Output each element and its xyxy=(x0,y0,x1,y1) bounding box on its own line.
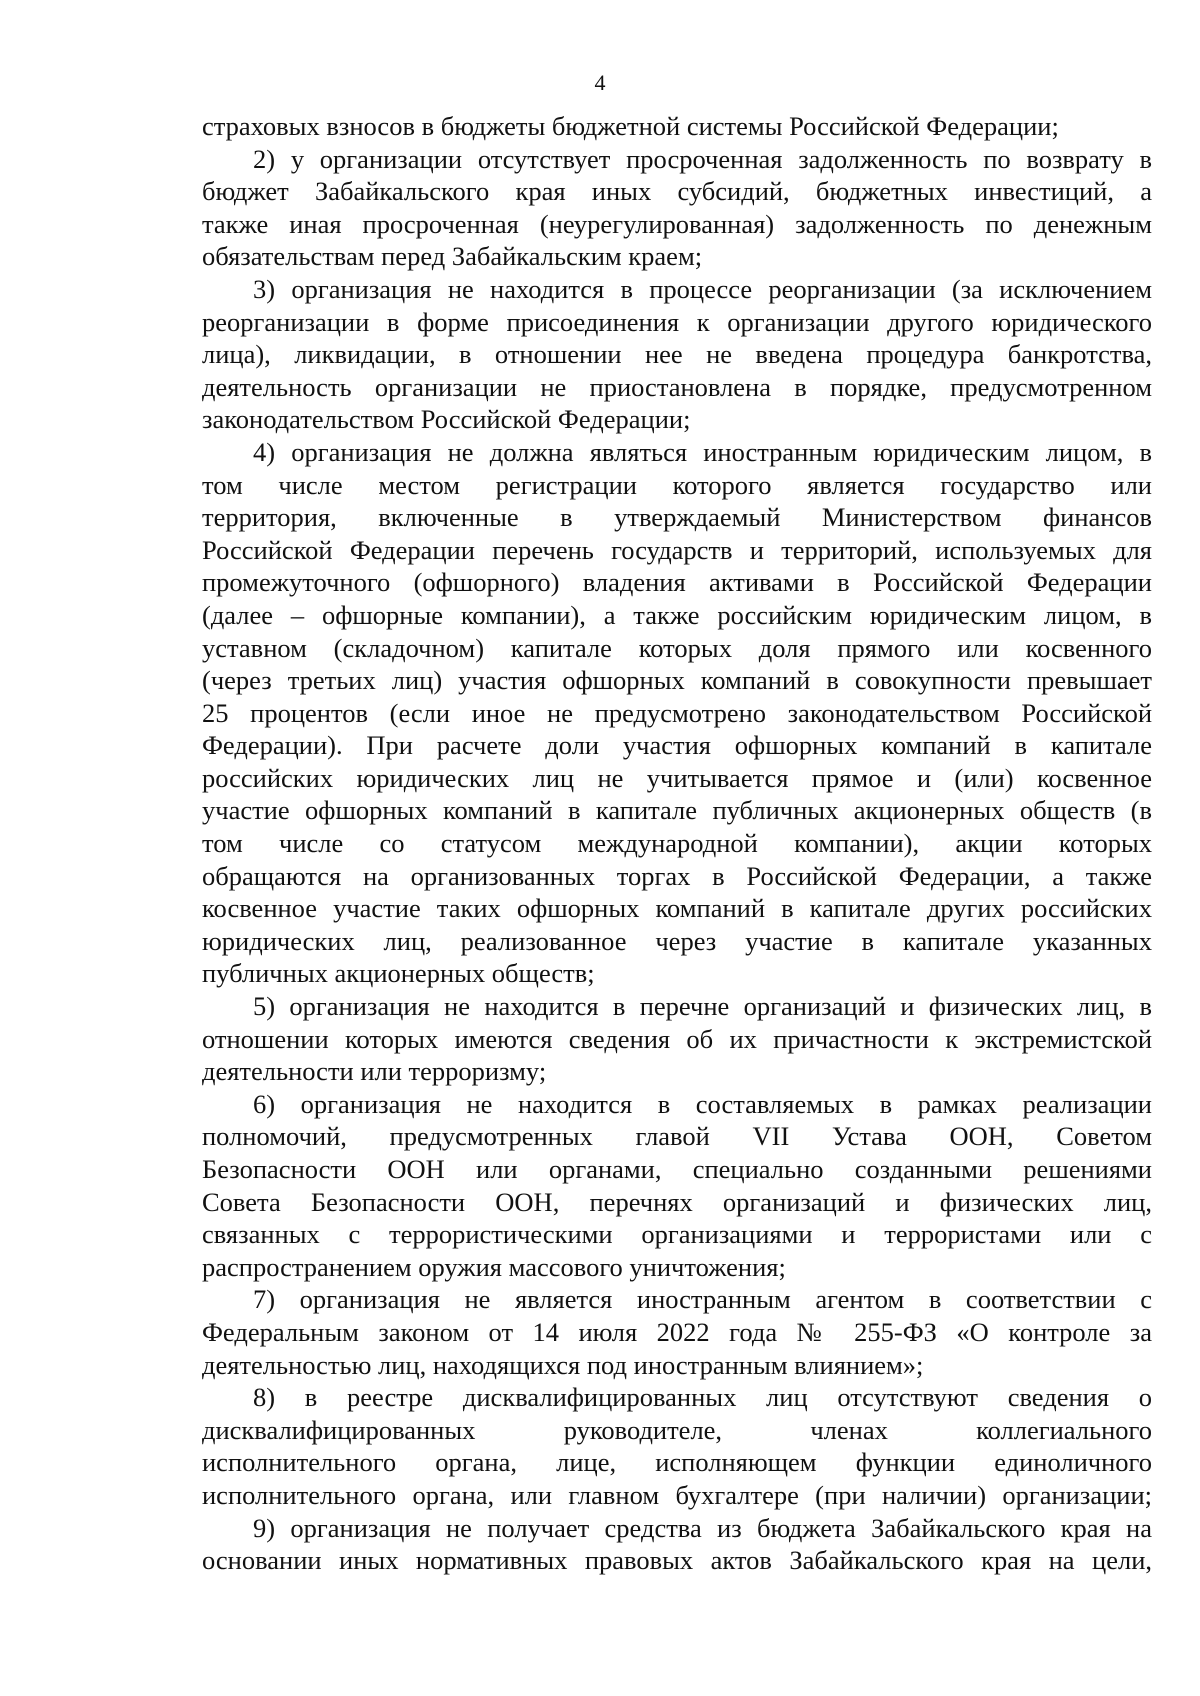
text-line: российских юридических лиц не учитывается прямое и (или) косвенное xyxy=(202,762,1152,793)
text-line: страховых взносов в бюджеты бюджетной системы Российской Федерации; xyxy=(202,111,1059,141)
paragraph xyxy=(202,436,1152,990)
text-line: законодательством Российской Федерации; xyxy=(202,404,691,435)
text-line: 3) организация не находится в процессе реорганизации (за исключением xyxy=(253,273,1152,304)
text-line: исполнительного органа, лице, исполняющем функции единоличного xyxy=(202,1447,1152,1478)
text-line: полномочий, предусмотренных главой VII Устава ООН, Советом xyxy=(202,1121,1152,1152)
text-line: обращаются на организованных торгах в Российской Федерации, а также xyxy=(202,860,1152,891)
text-line: связанных с террористическими организациями и террористами или с xyxy=(202,1219,1152,1250)
document-body xyxy=(202,110,1152,1577)
text-line: участие офшорных компаний в капитале публичных акционерных обществ (в xyxy=(202,795,1152,826)
text-line: 5) организация не находится в перечне организаций и физических лиц, в xyxy=(253,991,1152,1022)
text-line: Федеральным законом от 14 июля 2022 года № 255-ФЗ «О контроле за xyxy=(202,1316,1152,1347)
text-line: 6) организация не находится в составляемых в рамках реализации xyxy=(253,1088,1152,1119)
text-line: Федерации). При расчете доли участия офшорных компаний в капитале xyxy=(202,730,1152,761)
text-line: (через третьих лиц) участия офшорных компаний в совокупности превышает xyxy=(202,665,1152,696)
paragraph xyxy=(202,143,1152,273)
text-line: территория, включенные в утверждаемый Министерством финансов xyxy=(202,502,1152,533)
text-line: дисквалифицированных руководителе, членах коллегиального xyxy=(202,1414,1152,1445)
text-line: 2) у организации отсутствует просроченная задолженность по возврату в xyxy=(253,143,1152,174)
text-line: 4) организация не должна являться иностранным юридическим лицом, в xyxy=(253,436,1152,467)
text-line: 25 процентов (если иное не предусмотрено законодательством Российской xyxy=(202,697,1152,728)
paragraph xyxy=(202,1512,1152,1577)
paragraph xyxy=(202,1088,1152,1284)
text-line: промежуточного (офшорного) владения активами в Российской Федерации xyxy=(202,567,1152,598)
text-line: деятельностью лиц, находящихся под иностранным влиянием»; xyxy=(202,1349,924,1380)
text-line: исполнительного органа, или главном бухгалтере (при наличии) организации; xyxy=(202,1479,1152,1510)
text-line: лица), ликвидации, в отношении нее не введена процедура банкротства, xyxy=(202,339,1152,370)
text-line: Безопасности ООН или органами, специально созданными решениями xyxy=(202,1154,1152,1184)
text-line: деятельность организации не приостановлена в порядке, предусмотренном xyxy=(202,371,1152,402)
text-line: публичных акционерных обществ; xyxy=(202,958,595,989)
text-line: (далее – офшорные компании), а также российским юридическим лицом, в xyxy=(202,599,1152,630)
paragraph xyxy=(202,110,1152,143)
paragraph xyxy=(202,1381,1152,1511)
paragraph xyxy=(202,990,1152,1088)
text-line: 7) организация не является иностранным агентом в соответствии с xyxy=(253,1284,1152,1315)
text-line: также иная просроченная (неурегулированная) задолженность по денежным xyxy=(202,208,1152,239)
text-line: юридических лиц, реализованное через участие в капитале указанных xyxy=(202,925,1152,956)
text-line: распространением оружия массового уничтожения; xyxy=(202,1251,786,1282)
text-line: уставном (складочном) капитале которых доля прямого или косвенного xyxy=(202,632,1152,663)
text-line: отношении которых имеются сведения об их причастности к экстремистской xyxy=(202,1023,1152,1054)
text-line: реорганизации в форме присоединения к организации другого юридического xyxy=(202,306,1152,337)
text-line: бюджет Забайкальского края иных субсидий, бюджетных инвестиций, а xyxy=(202,176,1152,207)
text-line: обязательствам перед Забайкальским краем; xyxy=(202,241,703,272)
text-line: Российской Федерации перечень государств и территорий, используемых для xyxy=(202,534,1152,565)
text-line: том числе со статусом международной компании), акции которых xyxy=(202,828,1152,859)
text-line: основании иных нормативных правовых актов Забайкальского края на цели, xyxy=(202,1545,1152,1576)
paragraph xyxy=(202,273,1152,436)
text-line: том числе местом регистрации которого является государство или xyxy=(202,469,1152,500)
text-line: 8) в реестре дисквалифицированных лиц отсутствуют сведения о xyxy=(253,1382,1152,1413)
page-number: 4 xyxy=(594,70,606,95)
text-line: Совета Безопасности ООН, перечнях организаций и физических лиц, xyxy=(202,1186,1152,1217)
text-line: 9) организация не получает средства из бюджета Забайкальского края на xyxy=(253,1512,1152,1543)
text-line: косвенное участие таких офшорных компаний в капитале других российских xyxy=(202,893,1152,924)
text-line: деятельности или терроризму; xyxy=(202,1056,547,1087)
paragraph xyxy=(202,1283,1152,1381)
